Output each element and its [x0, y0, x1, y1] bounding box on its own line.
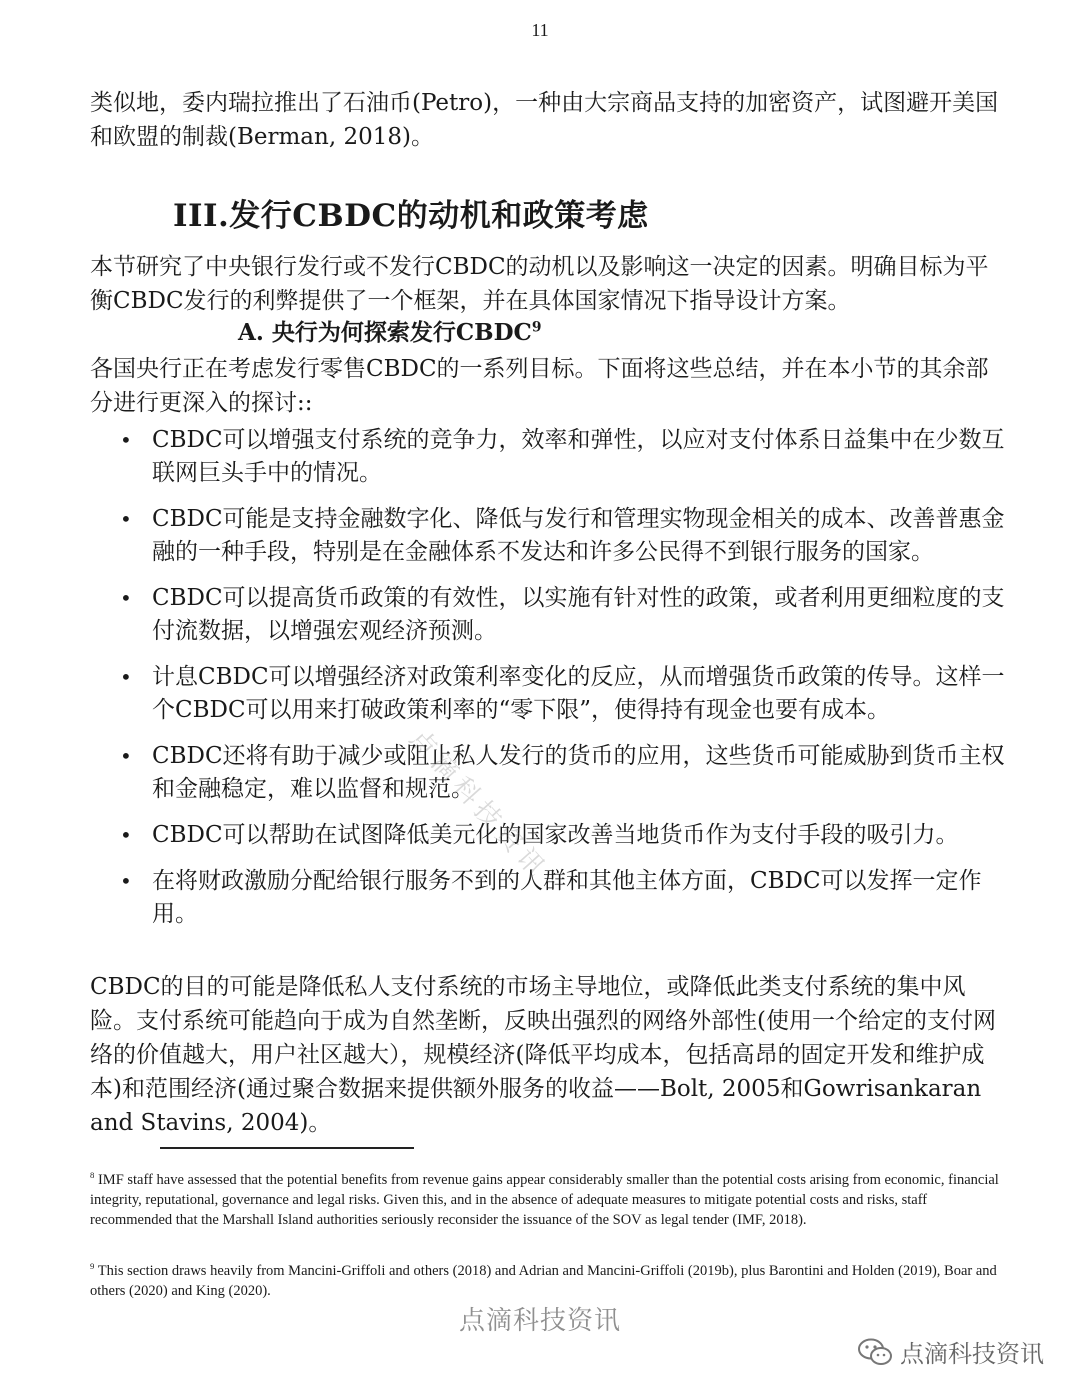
footnote-text: This section draws heavily from Mancini-Griffoli and others (2018) and Adrian and Mancini-Griffoli (2019b), plus Barontini and Holden (2019), Boar and others (2020) and King (2020).: [90, 1263, 997, 1299]
bullet-text: CBDC可以增强支付系统的竞争力，效率和弹性，以应对支付体系日益集中在少数互联网巨头手中的情况。: [152, 427, 1005, 486]
section-intro-paragraph: 本节研究了中央银行发行或不发行CBDC的动机以及影响这一决定的因素。明确目标为平衡CBDC发行的利弊提供了一个框架，并在具体国家情况下指导设计方案。: [90, 254, 989, 314]
diagonal-watermark: 点滴科技资讯: [403, 724, 555, 887]
subsection-heading: [238, 314, 541, 347]
bullet-dot-icon: •: [120, 823, 132, 847]
bullet-text: CBDC可能是支持金融数字化、降低与发行和管理实物现金相关的成本、改善普惠金融的一种手段，特别是在金融体系不发达和许多公民得不到银行服务的国家。: [152, 506, 1005, 565]
bullet-text: 在将财政激励分配给银行服务不到的人群和其他主体方面，CBDC可以发挥一定作用。: [152, 868, 982, 927]
footnote-ref-9: 9: [531, 319, 542, 336]
bottom-watermark: 点滴科技资讯: [458, 1306, 621, 1336]
footnote-number: 8: [90, 1170, 95, 1181]
closing-paragraph: CBDC的目的可能是降低私人支付系统的市场主导地位，或降低此类支付系统的集中风险。支付系统可能趋向于成为自然垄断，反映出强烈的网络外部性(使用一个给定的支付网络的价值越大，用户社区越大），规模经济(降低平均成本，包括高昂的固定开发和维护成本)和范围经济(通过聚合数据来提供额外服务的收益——Bolt, 2005和Gowrisankaran and Stavins, 2004)。: [90, 974, 996, 1136]
subsection-intro-paragraph: 各国央行正在考虑发行零售CBDC的一系列目标。下面将这些总结，并在本小节的其余部分进行更深入的探讨::: [90, 356, 989, 416]
bullet-item: [118, 582, 1018, 648]
bullet-item: [118, 424, 1018, 490]
bullet-text: CBDC还将有助于减少或阻止私人发行的货币的应用，这些货币可能威胁到货币主权和金融稳定，难以监督和规范。: [152, 743, 1005, 802]
footnote-divider: [160, 1147, 414, 1149]
bullet-dot-icon: •: [120, 507, 132, 531]
bullet-item: [118, 661, 1018, 727]
bullet-item: [118, 865, 1018, 931]
bullet-item: [118, 503, 1018, 569]
bullet-item: [118, 819, 1018, 852]
footnote-8: [90, 1170, 1000, 1230]
corner-watermark-text: 点滴科技资讯: [900, 1340, 1044, 1368]
corner-watermark: [858, 1334, 1044, 1369]
bullet-item: [118, 740, 1018, 806]
bullet-dot-icon: •: [120, 586, 132, 610]
wechat-icon: [858, 1338, 892, 1366]
footnote-text: IMF staff have assessed that the potential benefits from revenue gains appear considerably smaller than the potential costs arising from economic, financial integrity, reputational, governance and legal risks. Given this, and in the absence of adequate measures to mitigate potential costs and risks, staff recommended that the Marshall Island authorities seriously reconsider the issuance of the SOV as legal tender (IMF, 2018).: [90, 1172, 999, 1228]
objectives-bullet-list: [118, 424, 1018, 944]
bullet-text: CBDC可以帮助在试图降低美元化的国家改善当地货币作为支付手段的吸引力。: [152, 822, 959, 848]
bullet-text: 计息CBDC可以增强经济对政策利率变化的反应，从而增强货币政策的传导。这样一个CBDC可以用来打破政策利率的“零下限”，使得持有现金也要有成本。: [152, 664, 1005, 723]
footnote-number: 9: [90, 1261, 95, 1272]
intro-paragraph: 类似地，委内瑞拉推出了石油币(Petro)，一种由大宗商品支持的加密资产，试图避开美国和欧盟的制裁(Berman, 2018)。: [90, 90, 999, 150]
bullet-text: CBDC可以提高货币政策的有效性，以实施有针对性的政策，或者利用更细粒度的支付流数据，以增强宏观经济预测。: [152, 585, 1005, 644]
bullet-dot-icon: •: [120, 665, 132, 689]
section-heading: III.发行CBDC的动机和政策考虑: [173, 198, 649, 234]
bullet-dot-icon: •: [120, 744, 132, 768]
bullet-dot-icon: •: [120, 428, 132, 452]
bullet-dot-icon: •: [120, 869, 132, 893]
subsection-heading-text: A. 央行为何探索发行CBDC: [238, 319, 532, 346]
page-number: 11: [531, 20, 549, 40]
footnote-9: [90, 1261, 1000, 1301]
